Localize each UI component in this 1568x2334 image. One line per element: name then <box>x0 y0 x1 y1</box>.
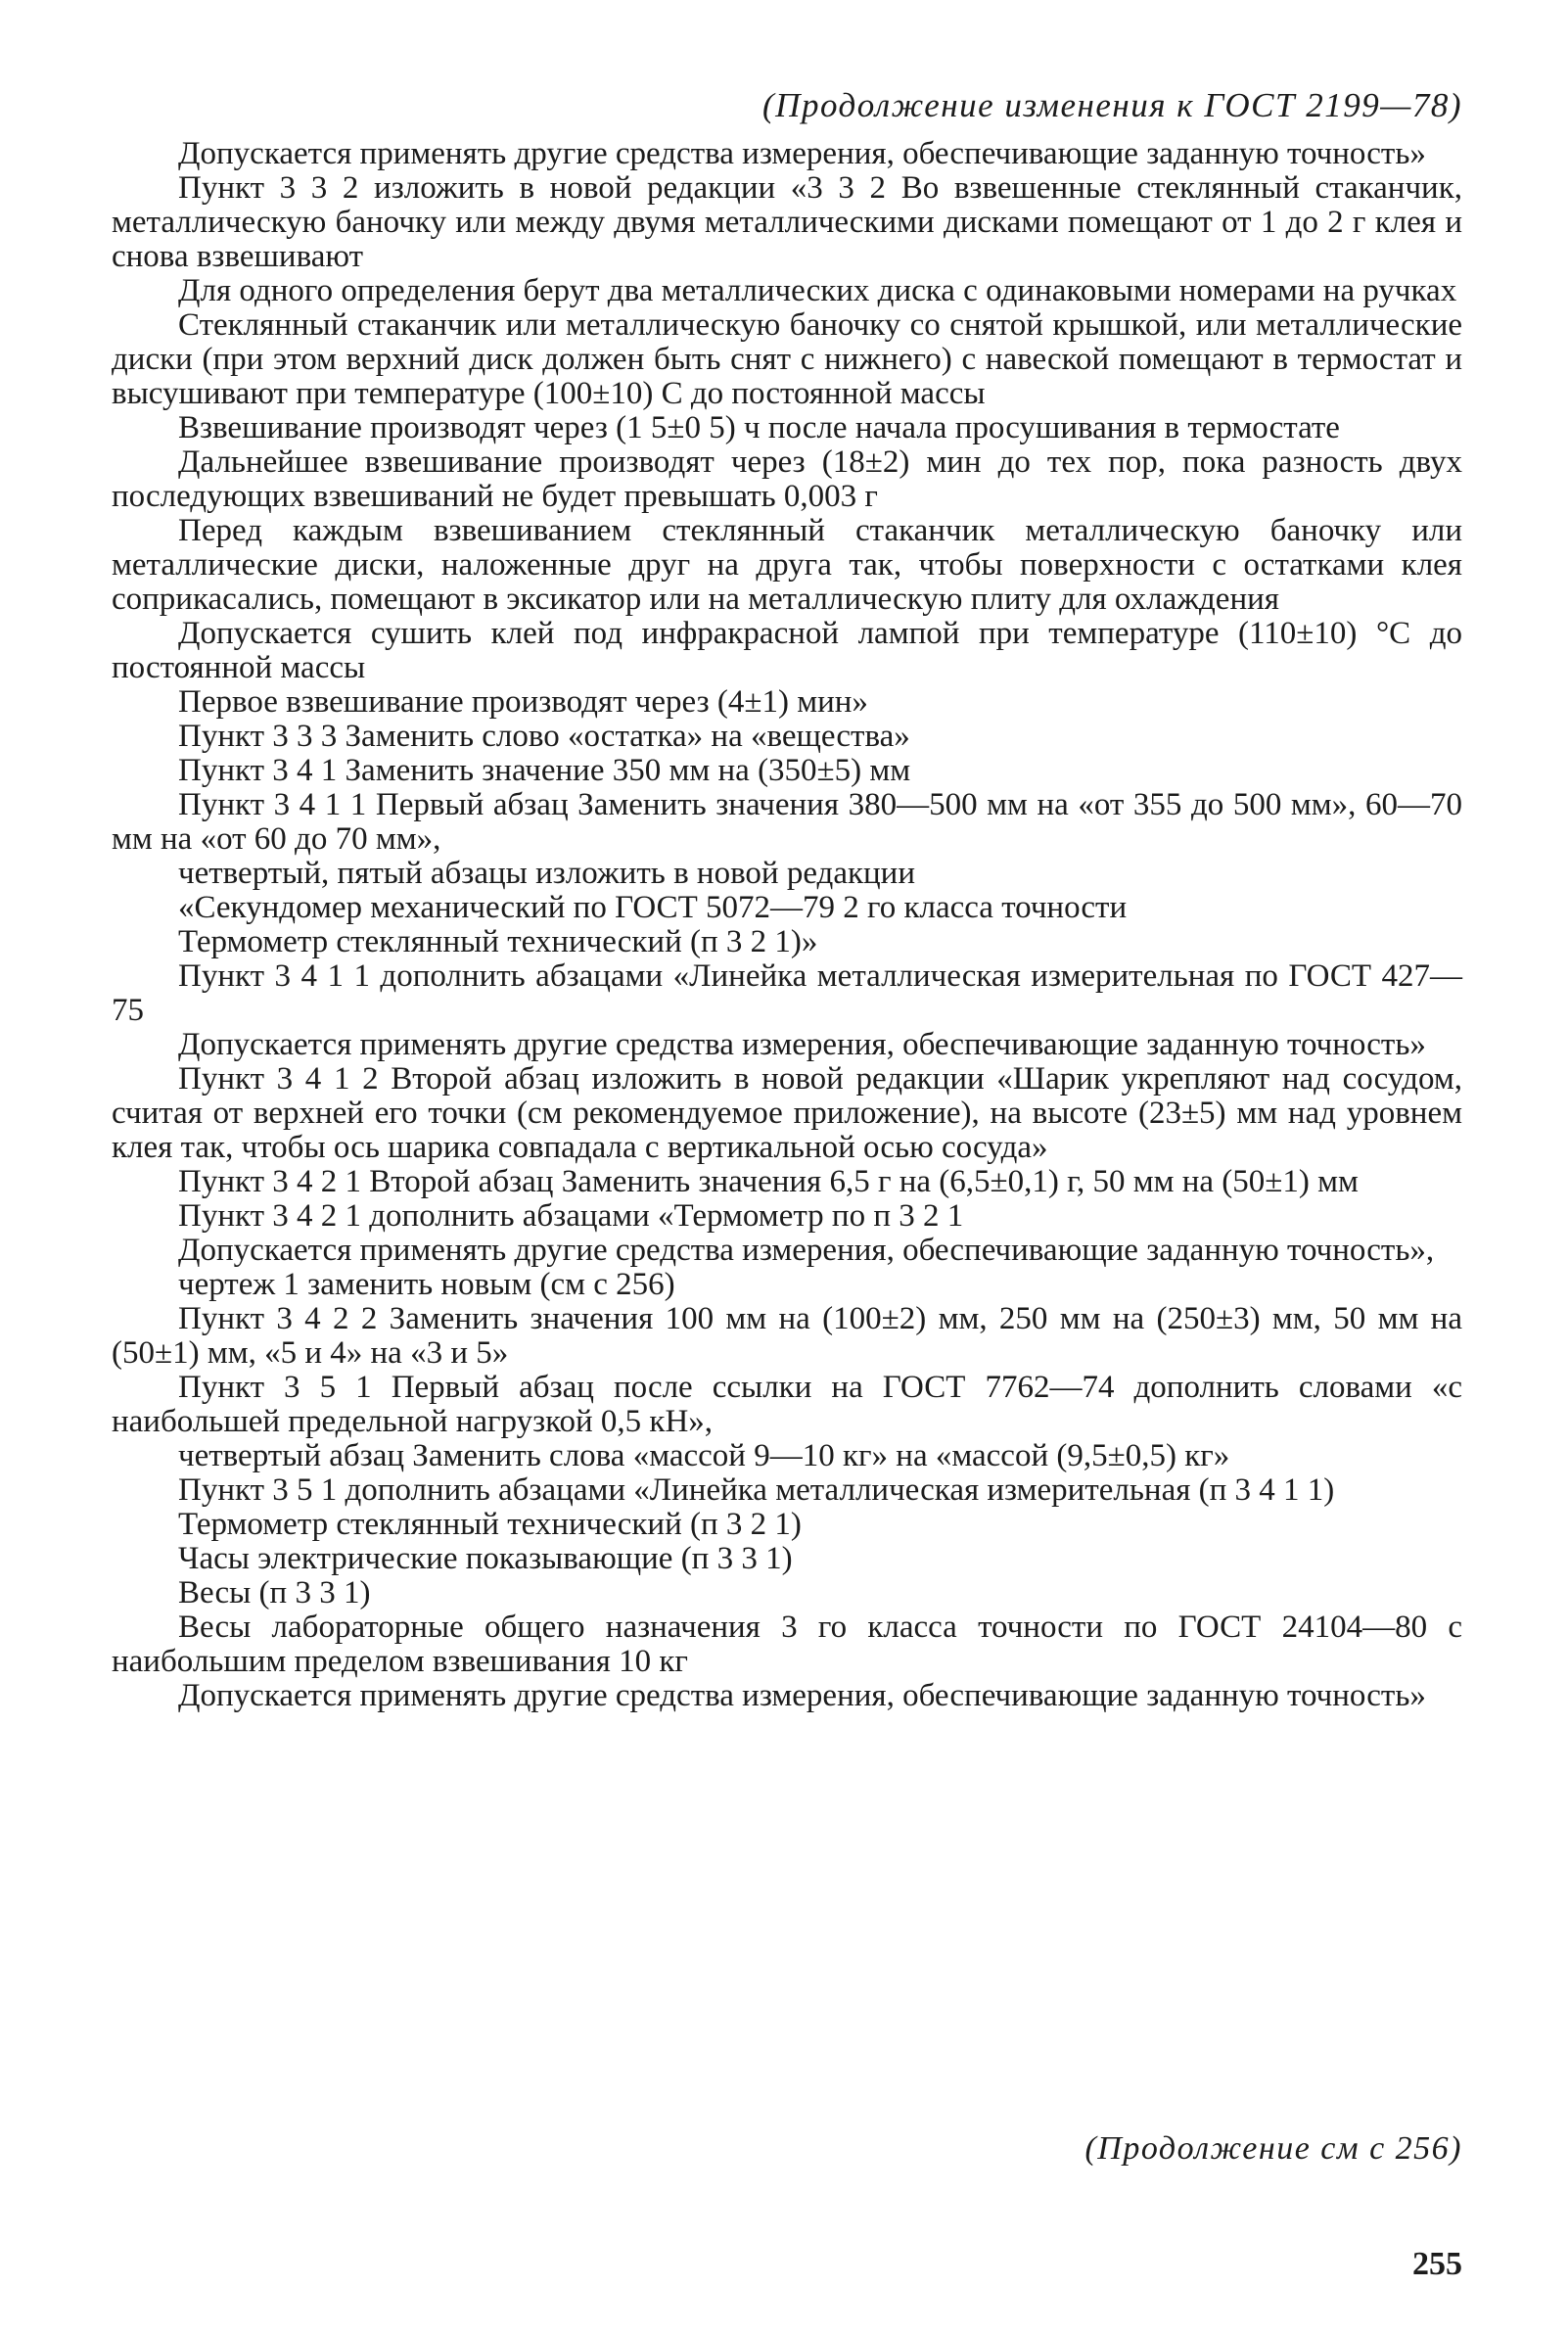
paragraph: Пункт 3 4 1 2 Второй абзац изложить в новой редакции «Шарик укрепляют над сосудом, считая от верхней его точки (см рекомендуемое приложение), на высоте (23±5) мм над уровнем клея так, чтобы ось шарика совпадала с вертикальной осью сосуда» <box>112 1061 1462 1165</box>
paragraph: Пункт 3 4 2 1 Второй абзац Заменить значения 6,5 г на (6,5±0,1) г, 50 мм на (50±1) мм <box>178 1164 1359 1199</box>
paragraph: четвертый абзац Заменить слова «массой 9—10 кг» на «массой (9,5±0,5) кг» <box>178 1438 1230 1473</box>
paragraph: Весы лабораторные общего назначения 3 го класса точности по ГОСТ 24104—80 с наибольшим пределом взвешивания 10 кг <box>112 1610 1462 1679</box>
paragraph: четвертый, пятый абзацы изложить в новой редакции <box>178 856 916 891</box>
paragraph: Взвешивание производят через (1 5±0 5) ч после начала просушивания в термостате <box>178 410 1340 445</box>
paragraph: Допускается сушить клей под инфракрасной лампой при температуре (110±10) °С до постоянной массы <box>112 616 1462 685</box>
paragraph: Весы (п 3 3 1) <box>178 1575 371 1610</box>
paragraph: Пункт 3 3 3 Заменить слово «остатка» на «вещества» <box>178 719 910 754</box>
paragraph: Пункт 3 4 1 1 дополнить абзацами «Линейка металлическая измерительная по ГОСТ 427—75 <box>112 958 1462 1028</box>
page-number: 255 <box>1412 2246 1462 2282</box>
paragraph: Пункт 3 4 2 2 Заменить значения 100 мм на (100±2) мм, 250 мм на (250±3) мм, 50 мм на (50±1) мм, «5 и 4» на «3 и 5» <box>112 1301 1462 1371</box>
paragraph: Пункт 3 4 2 1 дополнить абзацами «Термометр по п 3 2 1 <box>178 1198 964 1234</box>
paragraph: «Секундомер механический по ГОСТ 5072—79 2 го класса точности <box>178 890 1128 925</box>
page-header: (Продолжение изменения к ГОСТ 2199—78) <box>762 86 1462 124</box>
paragraph: Первое взвешивание производят через (4±1) мин» <box>178 684 868 720</box>
paragraph: Пункт 3 5 1 дополнить абзацами «Линейка металлическая измерительная (п 3 4 1 1) <box>178 1472 1335 1508</box>
paragraph: Для одного определения берут два металлических диска с одинаковыми номерами на ручках <box>178 273 1457 308</box>
paragraph: Термометр стеклянный технический (п 3 2 1) <box>178 1507 802 1542</box>
paragraph: Перед каждым взвешиванием стеклянный стаканчик металлическую баночку или металлические диски, наложенные друг на друга так, чтобы поверхности с остатками клея соприкасались, помещают в эксикатор или на металлическую плиту для охлаждения <box>112 513 1462 617</box>
paragraph: Термометр стеклянный технический (п 3 2 1)» <box>178 924 818 959</box>
paragraph: Дальнейшее взвешивание производят через (18±2) мин до тех пор, пока разность двух последующих взвешиваний не будет превышать 0,003 г <box>112 444 1462 514</box>
paragraph: Пункт 3 3 2 изложить в новой редакции «3 3 2 Во взвешенные стеклянный стаканчик, металлическую баночку или между двумя металлическими дисками помещают от 1 до 2 г клея и снова взвешивают <box>112 170 1462 274</box>
body-text <box>112 137 1462 1713</box>
document-page <box>112 0 1462 2334</box>
paragraph: Часы электрические показывающие (п 3 3 1) <box>178 1541 793 1576</box>
paragraph: Стеклянный стаканчик или металлическую баночку со снятой крышкой, или металлические диски (при этом верхний диск должен быть снят с нижнего) с навеской помещают в термостат и высушивают при температуре (100±10) С до постоянной массы <box>112 307 1462 411</box>
paragraph: Пункт 3 4 1 Заменить значение 350 мм на (350±5) мм <box>178 753 911 788</box>
paragraph: Допускается применять другие средства измерения, обеспечивающие заданную точность» <box>178 1678 1426 1713</box>
paragraph: Допускается применять другие средства измерения, обеспечивающие заданную точность» <box>178 136 1426 171</box>
continuation-note: (Продолжение см с 256) <box>1084 2130 1462 2167</box>
paragraph: Допускается применять другие средства измерения, обеспечивающие заданную точность» <box>178 1027 1426 1062</box>
paragraph: Допускается применять другие средства измерения, обеспечивающие заданную точность», <box>178 1233 1435 1268</box>
paragraph: Пункт 3 4 1 1 Первый абзац Заменить значения 380—500 мм на «от 355 до 500 мм», 60—70 мм на «от 60 до 70 мм», <box>112 787 1462 857</box>
paragraph: чертеж 1 заменить новым (см с 256) <box>178 1267 675 1302</box>
paragraph: Пункт 3 5 1 Первый абзац после ссылки на ГОСТ 7762—74 дополнить словами «с наибольшей предельной нагрузкой 0,5 кН», <box>112 1370 1462 1439</box>
